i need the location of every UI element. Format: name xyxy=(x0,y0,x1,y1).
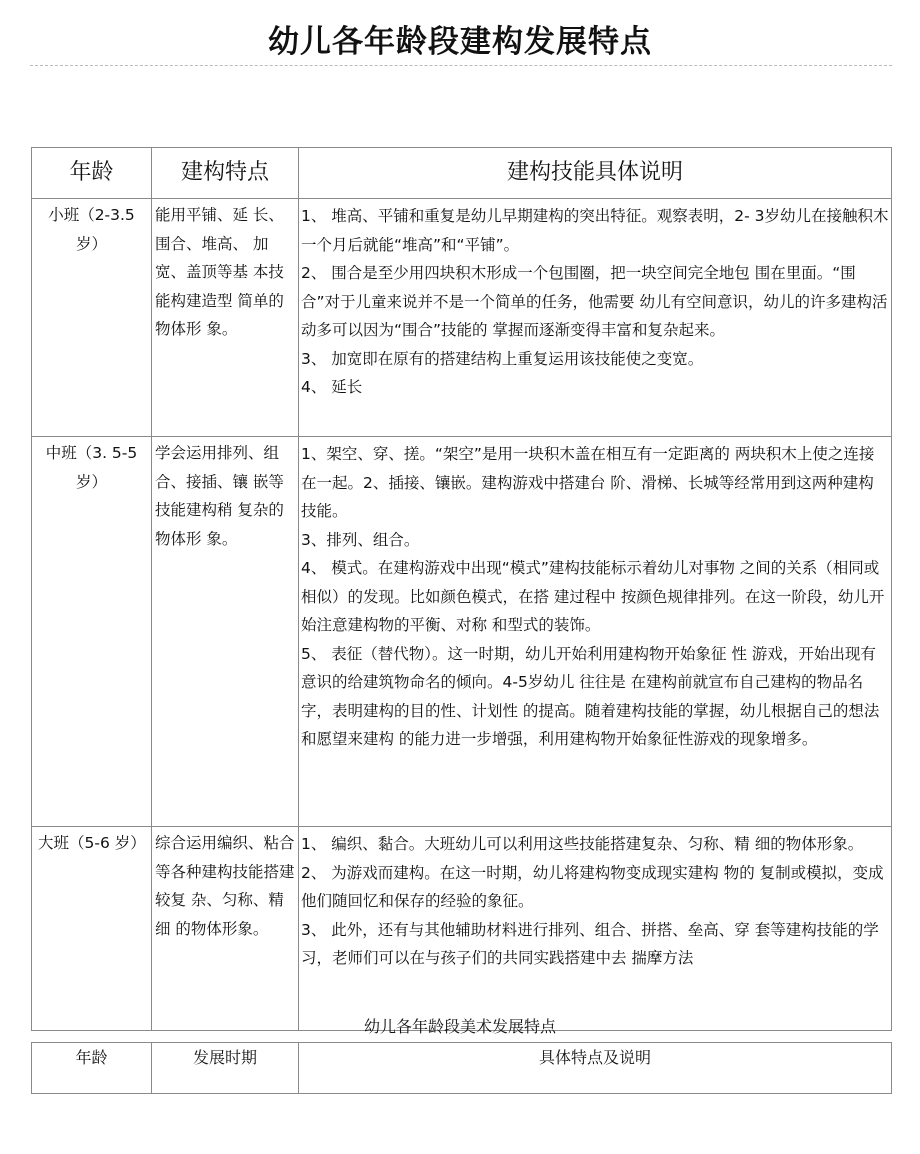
table-row xyxy=(32,827,892,1031)
detail-item: 2、 为游戏而建构。在这一时期，幼儿将建构物变成现实建构 物的 复制或模拟，变成他们随回忆和保存的经验的象征。 xyxy=(301,863,884,910)
detail-item: 3、排列、组合。 xyxy=(301,530,420,549)
detail-item: 1、 堆高、平铺和重复是幼儿早期建构的突出特征。观察表明，2- 3岁幼儿在接触积木一个月后就能“堆高”和“平铺”。 xyxy=(301,207,889,254)
page-title: 幼儿各年龄段建构发展特点 xyxy=(268,24,652,60)
table-row xyxy=(32,437,892,827)
table-row xyxy=(32,199,892,437)
features-cell: 综合运用编织、粘合等各种建构技能搭建较复 杂、匀称、精细 的物体形象。 xyxy=(152,827,299,1031)
art-header-age: 年龄 xyxy=(32,1043,152,1094)
age-cell: 大班（5-6 岁） xyxy=(32,827,152,1031)
detail-item: 1、 编织、黏合。大班幼儿可以利用这些技能搭建复杂、匀称、精 细的物体形象。 xyxy=(301,835,864,853)
title-divider xyxy=(30,65,892,66)
details-cell xyxy=(299,437,892,827)
detail-item: 3、 此外，还有与其他辅助材料进行排列、组合、拼搭、垒高、穿 套等建构技能的学习，老师们可以在与孩子们的共同实践搭建中去 揣摩方法 xyxy=(301,920,879,967)
details-cell xyxy=(299,827,892,1031)
header-details: 建构技能具体说明 xyxy=(299,148,892,199)
age-cell: 小班（2-3.5岁） xyxy=(32,199,152,437)
art-table-header-row xyxy=(32,1043,892,1094)
construction-table xyxy=(31,147,892,1031)
detail-item: 2、 围合是至少用四块积木形成一个包围圈，把一块空间完全地包 围在里面。“围合”对于儿童来说并不是一个简单的任务，他需要 幼儿有空间意识，幼儿的许多建构活动多可以因为“围合”技能的 掌握而逐渐变得丰富和复杂起来。 xyxy=(301,264,888,339)
header-age: 年龄 xyxy=(32,148,152,199)
header-features: 建构特点 xyxy=(152,148,299,199)
age-cell: 中班（3. 5-5岁） xyxy=(32,437,152,827)
art-section-title: 幼儿各年龄段美术发展特点 xyxy=(363,1017,556,1036)
art-header-period: 发展时期 xyxy=(152,1043,299,1094)
detail-item: 3、 加宽即在原有的搭建结构上重复运用该技能使之变宽。 xyxy=(301,349,704,368)
detail-item: 4、 延长 xyxy=(301,378,363,396)
table-header-row xyxy=(32,148,892,199)
features-cell: 能用平铺、延 长、围合、堆高、 加宽、盖顶等基 本技能构建造型 简单的物体形 象。 xyxy=(152,199,299,437)
detail-item: 1、架空、穿、搓。“架空”是用一块积木盖在相互有一定距离的 两块积木上使之连接在一起。2、插接、镶嵌。建构游戏中搭建台 阶、滑梯、长城等经常用到这两种建构技能。 xyxy=(301,445,875,520)
art-table xyxy=(31,1042,892,1094)
features-cell: 学会运用排列、组合、接插、镶 嵌等技能建构稍 复杂的物体形 象。 xyxy=(152,437,299,827)
detail-item: 4、 模式。在建构游戏中出现“模式”建构技能标示着幼儿对事物 之间的关系（相同或相似）的发现。比如颜色模式，在搭 建过程中 按颜色规律排列。在这一阶段，幼儿开始注意建构物的平衡、对称 和型式的装饰。 xyxy=(301,559,885,634)
art-header-details: 具体特点及说明 xyxy=(299,1043,892,1094)
details-cell xyxy=(299,199,892,437)
detail-item: 5、 表征（替代物）。这一时期，幼儿开始利用建构物开始象征 性 游戏，开始出现有意识的给建筑物命名的倾向。4-5岁幼儿 往往是 在建构前就宣布自己建构的物品名字，表明建构的目的性、计划性 的提高。随着建构技能的掌握，幼儿根据自己的想法和愿望来建构 的能力进一步增强，利用建构物开始象征性游戏的现象增多。 xyxy=(301,644,880,748)
